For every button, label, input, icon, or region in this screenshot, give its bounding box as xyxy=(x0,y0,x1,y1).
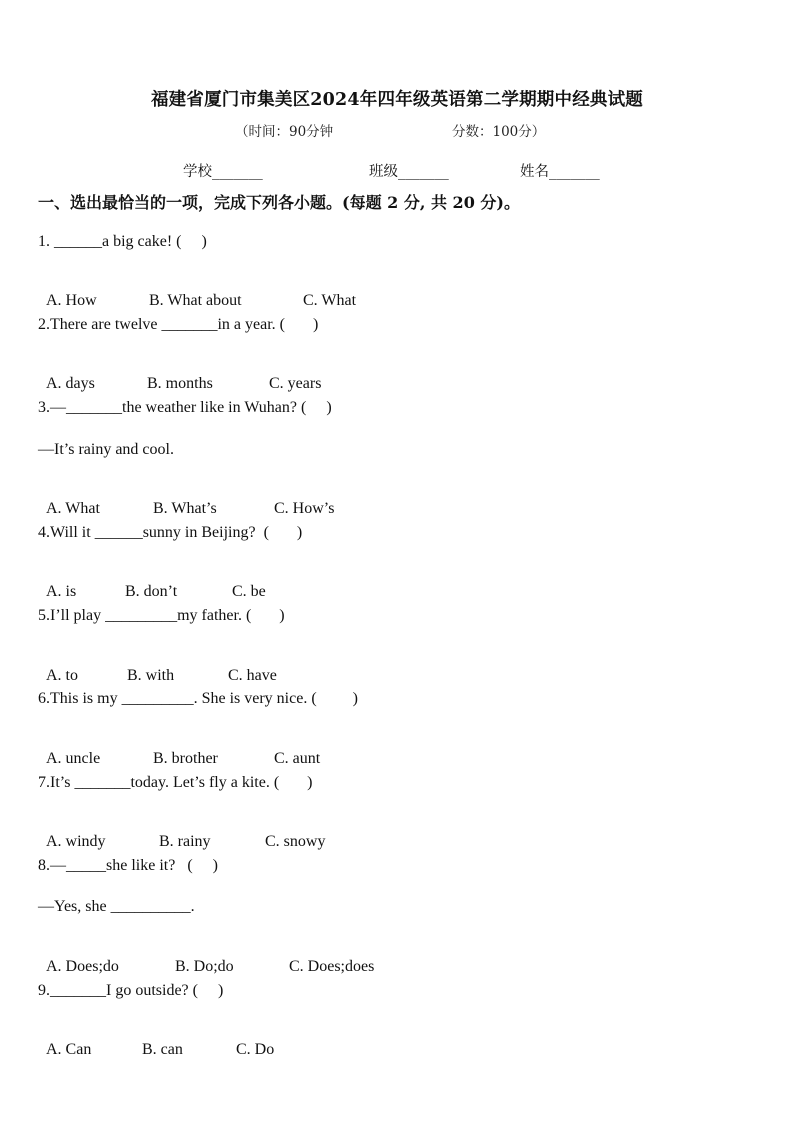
option-b: B. can xyxy=(142,1041,183,1058)
option-a: A. How xyxy=(46,292,97,309)
option-b: B. brother xyxy=(153,750,218,767)
options-5 xyxy=(38,649,277,685)
option-a: A. is xyxy=(46,583,77,600)
question-3-reply: —It’s rainy and cool. xyxy=(38,441,174,458)
option-b: B. with xyxy=(127,667,175,684)
option-b: B. months xyxy=(147,375,213,392)
options-4 xyxy=(38,565,266,601)
class-field: 班级_______ xyxy=(369,164,449,180)
options-2 xyxy=(38,357,321,393)
option-b: B. Do;do xyxy=(175,958,234,975)
option-c: C. snowy xyxy=(265,833,326,850)
option-c: C. How’s xyxy=(274,500,335,517)
question-9: 9._______I go outside? ( ) xyxy=(38,982,224,999)
name-field: 姓名_______ xyxy=(520,164,600,180)
option-c: C. What xyxy=(303,292,357,309)
option-c: C. Does;does xyxy=(289,958,375,975)
option-a: A. Does;do xyxy=(46,958,119,975)
option-a: A. uncle xyxy=(46,750,101,767)
school-field: 学校_______ xyxy=(183,164,263,180)
question-2: 2.There are twelve _______in a year. ( ) xyxy=(38,316,319,333)
exam-title: 福建省厦门市集美区2024年四年级英语第二学期期中经典试题 xyxy=(150,90,643,110)
options-1 xyxy=(38,274,356,310)
question-6: 6.This is my _________. She is very nice. ( ) xyxy=(38,690,358,707)
option-b: B. What’s xyxy=(153,500,217,517)
option-b: B. What about xyxy=(149,292,242,309)
option-b: B. don’t xyxy=(125,583,178,600)
option-a: A. Can xyxy=(46,1041,92,1058)
question-4: 4.Will it ______sunny in Beijing? ( ) xyxy=(38,524,303,541)
option-c: C. have xyxy=(228,667,277,684)
options-9 xyxy=(38,1023,274,1059)
question-5: 5.I’ll play _________my father. ( ) xyxy=(38,607,285,624)
options-6 xyxy=(38,732,320,768)
question-8-reply: —Yes, she __________. xyxy=(38,898,195,915)
option-a: A. to xyxy=(46,667,78,684)
option-a: A. windy xyxy=(46,833,106,850)
exam-time: （时间：90分钟 xyxy=(235,124,334,140)
options-7 xyxy=(38,815,325,851)
option-a: A. days xyxy=(46,375,95,392)
option-c: C. years xyxy=(269,375,322,392)
option-a: A. What xyxy=(46,500,100,517)
question-1: 1. ______a big cake! ( ) xyxy=(38,233,207,250)
exam-score: 分数：100分） xyxy=(452,124,546,140)
options-3 xyxy=(38,482,334,518)
question-3: 3.—_______the weather like in Wuhan? ( ) xyxy=(38,399,332,416)
option-b: B. rainy xyxy=(159,833,211,850)
question-8: 8.—_____she like it? ( ) xyxy=(38,857,218,874)
question-7: 7.It’s _______today. Let’s fly a kite. ( ) xyxy=(38,774,313,791)
section-title: 一、选出最恰当的一项，完成下列各小题。(每题 2 分, 共 20 分)。 xyxy=(38,193,520,212)
options-8 xyxy=(38,940,374,976)
option-c: C. aunt xyxy=(274,750,321,767)
option-c: C. Do xyxy=(236,1041,275,1058)
option-c: C. be xyxy=(232,583,266,600)
